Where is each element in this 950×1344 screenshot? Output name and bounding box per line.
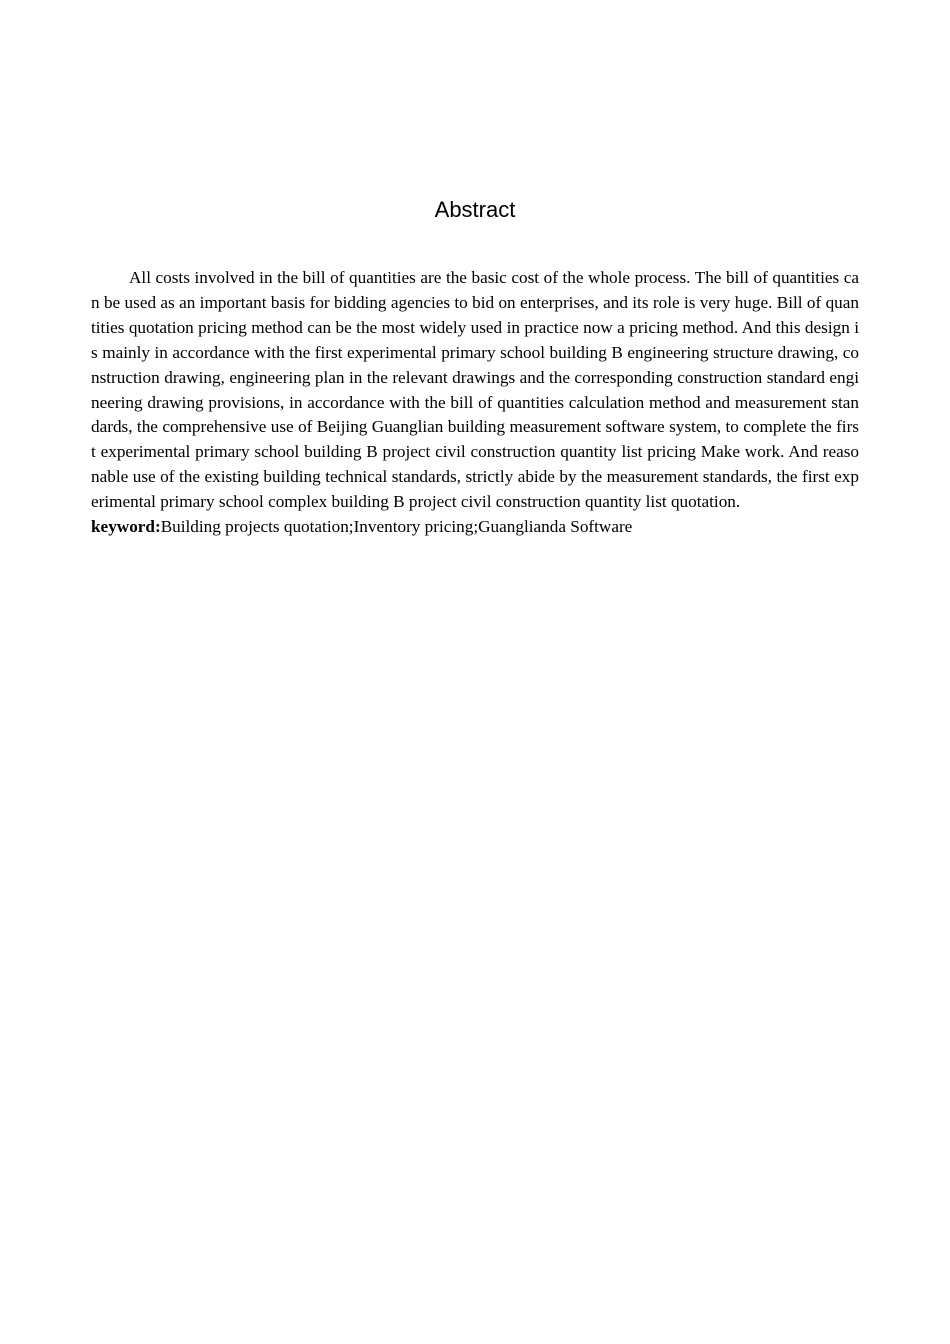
page-title: Abstract: [434, 197, 516, 222]
keywords-text: Building projects quotation;Inventory pricing;Guanglianda Software: [160, 517, 633, 537]
keywords-line: [91, 515, 859, 540]
keywords-label: keyword:: [91, 517, 161, 537]
abstract-body: [91, 266, 859, 540]
abstract-paragraph: All costs involved in the bill of quantities are the basic cost of the whole process. The bill of quantities can be used as an important basis for bidding agencies to bid on enterprises, and its role is very huge. Bill of quantities quotation pricing method can be the most widely used in practice now a pricing method. And this design is mainly in accordance with the first experimental primary school building B engineering structure drawing, construction drawing, engineering plan in the relevant drawings and the corresponding construction standard engineering drawing provisions, in accordance with the bill of quantities calculation method and measurement standards, the comprehensive use of Beijing Guanglian building measurement software system, to complete the first experimental primary school building B project civil construction quantity list pricing Make work. And reasonable use of the existing building technical standards, strictly abide by the measurement standards, the first experimental primary school complex building B project civil construction quantity list quotation.: [91, 268, 859, 512]
